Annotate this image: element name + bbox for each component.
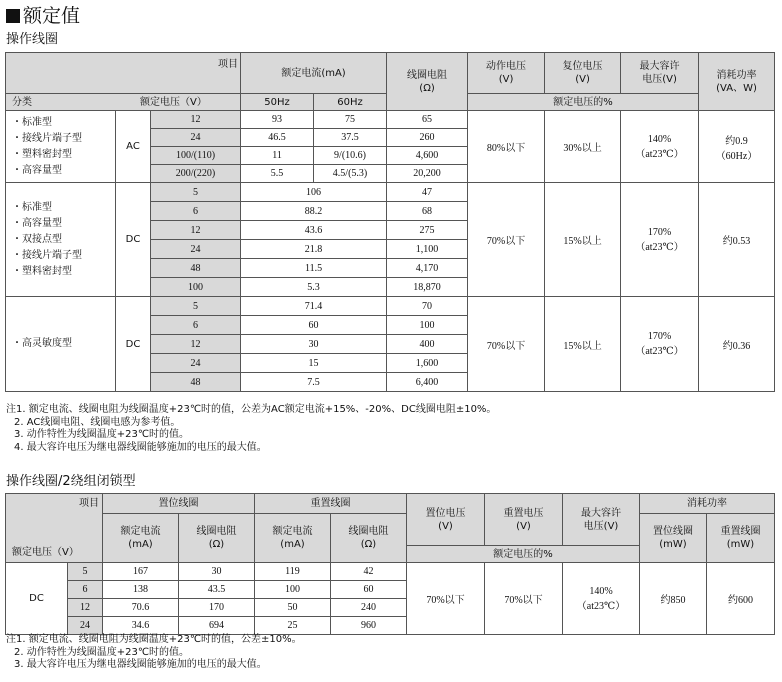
dc-type-list: [6, 183, 116, 297]
t2-header-power-reset: [707, 514, 775, 563]
current-cell: 60: [241, 316, 387, 335]
t2-max-v2: （at23℃）: [576, 600, 626, 612]
voltage-cell: 100/(110): [151, 147, 241, 165]
ac-power: [699, 111, 775, 183]
current-cell: 106: [241, 183, 387, 202]
resistance-cell: 100: [387, 316, 468, 335]
t2-header-max-voltage: [563, 494, 640, 546]
type-label: ・标准型: [12, 201, 52, 213]
dc-max-l2: （at23℃）: [635, 241, 684, 253]
note-line: 3. 动作特性为线圈温度+23℃时的值。: [14, 429, 190, 440]
voltage-cell: 48: [151, 259, 241, 278]
t2-res-l2: (Ω): [208, 539, 225, 550]
t2-preset-l2: (mW): [726, 539, 755, 550]
current-cell: 88.2: [241, 202, 387, 221]
type-label: ・塑料密封型: [12, 265, 72, 277]
t2-resv-l2: (V): [516, 520, 531, 532]
voltage-cell: 200/(220): [151, 165, 241, 183]
t2-power-set: 约850: [640, 563, 707, 635]
t2-max: [563, 563, 640, 635]
current-60hz-cell: 37.5: [314, 129, 387, 147]
header-max-l2: 电压(V): [642, 74, 677, 85]
voltage-cell: 5: [151, 297, 241, 316]
hs-power: 约0.36: [699, 297, 775, 392]
note-line: 2. 动作特性为线圈温度+23℃时的值。: [14, 646, 190, 658]
dc-kind: DC: [116, 183, 151, 297]
table-row: [6, 297, 775, 316]
table-row: [6, 111, 775, 129]
t2-max-v1: 140%: [589, 585, 613, 597]
note-line: 2. AC线圈电阻、线圈电感为参考值。: [14, 416, 181, 428]
header-pickup-voltage: [468, 53, 545, 94]
type-label: ・高容量型: [12, 217, 62, 229]
ac-pickup: 80%以下: [468, 111, 545, 183]
ac-power-l1: 约0.9: [725, 135, 748, 147]
hs-kind: DC: [116, 297, 151, 392]
t2-header-set-resistance: [179, 514, 255, 563]
resistance-cell: 4,170: [387, 259, 468, 278]
voltage-cell: 12: [151, 111, 241, 129]
header-power-l1: 消耗功率: [716, 69, 757, 81]
t2-cur-l2: (mA): [128, 539, 153, 550]
type-label: ・接线片端子型: [12, 249, 82, 261]
type-label: ・高灵敏度型: [12, 338, 72, 349]
header-item-class: [6, 53, 241, 94]
voltage-cell: 5: [68, 563, 103, 581]
dc-pickup: 70%以下: [468, 183, 545, 297]
t2-res-l1: 线圈电阻: [196, 526, 237, 537]
header-coil-resistance-l1: 线圈电阻: [407, 69, 448, 81]
set-current-cell: 167: [103, 563, 179, 581]
type-label: ・接线片端子型: [12, 132, 82, 144]
voltage-cell: 5: [151, 183, 241, 202]
section-title-latching: 操作线圈/2绕组闭锁型: [6, 474, 136, 489]
set-resistance-cell: 30: [179, 563, 255, 581]
resistance-cell: 4,600: [387, 147, 468, 165]
t2-header-rated-voltage: 额定电压（V）: [12, 547, 79, 558]
header-50hz: 50Hz: [241, 94, 314, 111]
t2-header-power-set: [640, 514, 707, 563]
t2-setv-l2: (V): [438, 520, 453, 532]
resistance-cell: 65: [387, 111, 468, 129]
resistance-cell: 1,100: [387, 240, 468, 259]
current-50hz-cell: 5.5: [241, 165, 314, 183]
current-60hz-cell: 9/(10.6): [314, 147, 387, 165]
t2-kind: DC: [6, 563, 68, 635]
t2-resv-l1: 重置电压: [503, 507, 544, 519]
current-50hz-cell: 93: [241, 111, 314, 129]
dc-max-l1: 170%: [647, 226, 672, 238]
current-cell: 5.3: [241, 278, 387, 297]
voltage-cell: 24: [151, 354, 241, 373]
reset-current-cell: 119: [255, 563, 331, 581]
reset-resistance-cell: 240: [331, 599, 407, 617]
current-cell: 43.6: [241, 221, 387, 240]
dc-reset: 15%以上: [545, 183, 621, 297]
type-label: ・高容量型: [12, 164, 62, 176]
t2-rcur-l2: (mA): [280, 539, 305, 550]
reset-current-cell: 100: [255, 581, 331, 599]
reset-current-cell: 50: [255, 599, 331, 617]
ac-max: [621, 111, 699, 183]
current-60hz-cell: 4.5/(5.3): [314, 165, 387, 183]
square-bullet-icon: [6, 9, 20, 23]
header-power-l2: (VA、W): [716, 82, 757, 94]
ac-type-list: [6, 111, 116, 183]
ac-reset: 30%以上: [545, 111, 621, 183]
table-row: [6, 563, 775, 581]
header-pickup-l2: (V): [498, 74, 514, 85]
header-rated-voltage-pct: 额定电压的%: [468, 94, 699, 111]
t2-header-reset-coil: 重置线圈: [255, 494, 407, 514]
current-50hz-cell: 46.5: [241, 129, 314, 147]
t2-header-reset-voltage: [485, 494, 563, 546]
hs-max-l2: （at23℃）: [635, 346, 684, 357]
ac-max-l2: （at23℃）: [635, 148, 684, 160]
header-reset-l2: (V): [575, 74, 590, 85]
type-label: ・标准型: [12, 116, 52, 128]
header-class-row: [6, 94, 241, 111]
t2-header-set-voltage: [407, 494, 485, 546]
t2-pset-l2: (mW): [659, 539, 687, 550]
reset-resistance-cell: 960: [331, 617, 407, 635]
t2-max-l2: 电压(V): [583, 520, 619, 532]
set-current-cell: 70.6: [103, 599, 179, 617]
voltage-cell: 48: [151, 373, 241, 392]
voltage-cell: 6: [151, 316, 241, 335]
note-line: 3. 最大容许电压为继电器线圈能够施加的电压的最大值。: [14, 659, 267, 670]
t2-header-pct: 额定电压的%: [407, 546, 640, 563]
header-item: 项目: [218, 59, 239, 70]
set-resistance-cell: 694: [179, 617, 255, 635]
note-line: 4. 最大容许电压为继电器线圈能够施加的电压的最大值。: [14, 441, 267, 453]
current-cell: 30: [241, 335, 387, 354]
voltage-cell: 24: [151, 129, 241, 147]
header-reset-l1: 复位电压: [562, 61, 603, 72]
ac-kind: AC: [116, 111, 151, 183]
t2-power-reset: 约600: [707, 563, 775, 635]
dc-max: [621, 183, 699, 297]
t2-header-item-label: 项目: [79, 498, 99, 509]
header-power: [699, 53, 775, 111]
header-60hz: 60Hz: [314, 94, 387, 111]
t2-header-item: [6, 494, 103, 563]
dc-power: 约0.53: [699, 183, 775, 297]
voltage-cell: 24: [68, 617, 103, 635]
set-current-cell: 34.6: [103, 617, 179, 635]
resistance-cell: 70: [387, 297, 468, 316]
ac-max-l1: 140%: [647, 133, 672, 145]
t2-header-set-coil: 置位线圈: [103, 494, 255, 514]
set-current-cell: 138: [103, 581, 179, 599]
t2-setv-l1: 置位电压: [425, 507, 466, 519]
current-cell: 15: [241, 354, 387, 373]
hs-type-list: [6, 297, 116, 392]
current-cell: 11.5: [241, 259, 387, 278]
resistance-cell: 20,200: [387, 165, 468, 183]
t2-header-power: 消耗功率: [640, 494, 775, 514]
notes-table1: [6, 404, 496, 454]
coil-rating-table: [5, 52, 775, 392]
t2-rres-l1: 线圈电阻: [348, 526, 389, 537]
t2-header-reset-current: [255, 514, 331, 563]
voltage-cell: 12: [151, 335, 241, 354]
resistance-cell: 68: [387, 202, 468, 221]
type-label: ・塑料密封型: [12, 148, 72, 160]
t2-header-reset-resistance: [331, 514, 407, 563]
header-coil-resistance-l2: (Ω): [419, 82, 435, 94]
t2-pset-l1: 置位线圈: [653, 526, 693, 537]
voltage-cell: 12: [68, 599, 103, 617]
reset-resistance-cell: 60: [331, 581, 407, 599]
t2-preset-l1: 重置线圈: [720, 526, 761, 537]
note-line: 注1. 额定电流、线圈电阻为线圈温度+23℃时的值，公差±10%。: [6, 634, 302, 645]
page-title: [6, 4, 80, 28]
t2-cur-l1: 额定电流: [120, 526, 161, 537]
hs-max: [621, 297, 699, 392]
ac-power-l2: （60Hz）: [715, 150, 758, 162]
t2-rcur-l1: 额定电流: [272, 526, 313, 537]
resistance-cell: 47: [387, 183, 468, 202]
page-title-text: 额定值: [23, 5, 81, 27]
header-rated-current: 额定电流(mA): [241, 53, 387, 94]
hs-pickup: 70%以下: [468, 297, 545, 392]
voltage-cell: 24: [151, 240, 241, 259]
reset-current-cell: 25: [255, 617, 331, 635]
t2-reset-voltage: 70%以下: [485, 563, 563, 635]
t2-header-set-current: [103, 514, 179, 563]
table-row: [6, 183, 775, 202]
voltage-cell: 100: [151, 278, 241, 297]
set-resistance-cell: 170: [179, 599, 255, 617]
latching-coil-table: [5, 493, 775, 635]
current-50hz-cell: 11: [241, 147, 314, 165]
current-cell: 7.5: [241, 373, 387, 392]
current-cell: 21.8: [241, 240, 387, 259]
t2-max-l1: 最大容许: [581, 507, 621, 519]
set-resistance-cell: 43.5: [179, 581, 255, 599]
resistance-cell: 400: [387, 335, 468, 354]
header-reset-voltage: [545, 53, 621, 94]
notes-table2: [6, 634, 302, 672]
header-max-voltage: [621, 53, 699, 94]
note-line: 注1. 额定电流、线圈电阻为线圈温度+23℃时的值，公差为AC额定电流+15%、-20%、DC线圈电阻±10%。: [6, 404, 497, 415]
resistance-cell: 6,400: [387, 373, 468, 392]
resistance-cell: 260: [387, 129, 468, 147]
t2-rres-l2: (Ω): [360, 539, 377, 550]
current-60hz-cell: 75: [314, 111, 387, 129]
section-title-coil: 操作线圈: [6, 32, 59, 47]
resistance-cell: 1,600: [387, 354, 468, 373]
type-label: ・双接点型: [12, 233, 62, 245]
header-coil-resistance: [387, 53, 468, 111]
header-rated-voltage: 额定电压（V）: [140, 97, 207, 108]
header-class: 分类: [12, 97, 32, 108]
reset-resistance-cell: 42: [331, 563, 407, 581]
header-max-l1: 最大容许: [639, 61, 680, 72]
voltage-cell: 6: [68, 581, 103, 599]
resistance-cell: 275: [387, 221, 468, 240]
resistance-cell: 18,870: [387, 278, 468, 297]
hs-reset: 15%以上: [545, 297, 621, 392]
t2-set-voltage: 70%以下: [407, 563, 485, 635]
current-cell: 71.4: [241, 297, 387, 316]
header-pickup-l1: 动作电压: [486, 61, 527, 72]
voltage-cell: 6: [151, 202, 241, 221]
voltage-cell: 12: [151, 221, 241, 240]
hs-max-l1: 170%: [647, 331, 672, 342]
